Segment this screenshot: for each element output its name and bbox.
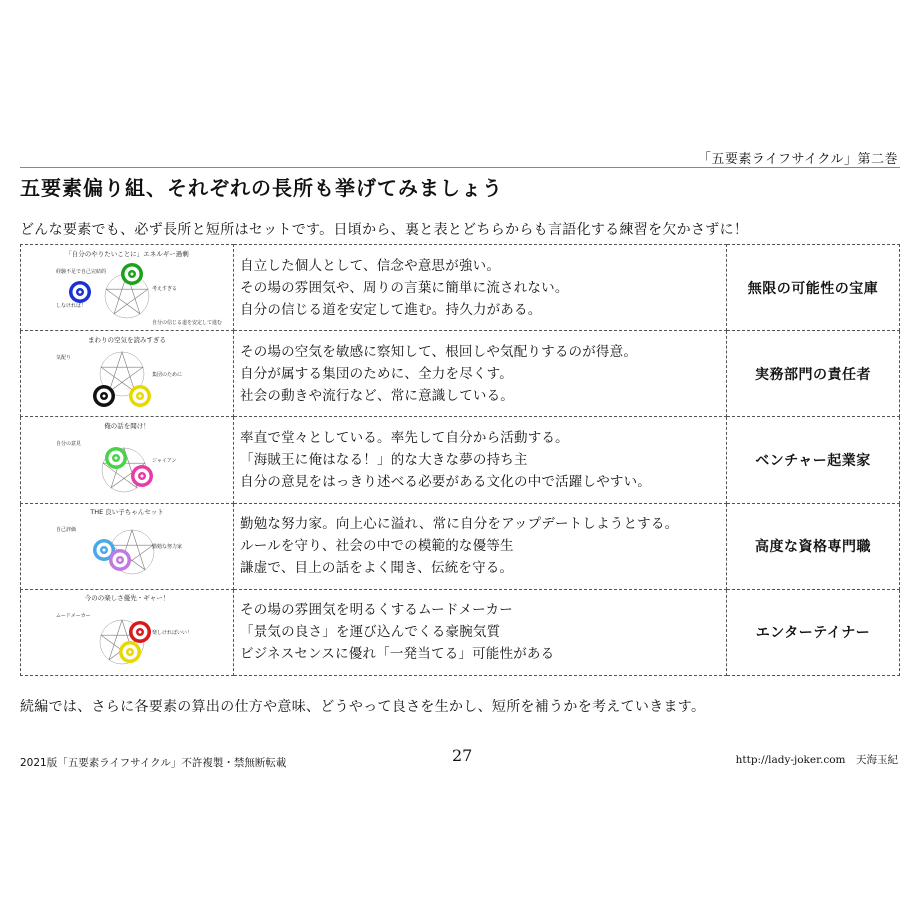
- footer-url-author: http://lady-joker.com 天海玉紀: [735, 754, 898, 766]
- target-circle-icon: [129, 385, 151, 407]
- five-element-diagram-icon: [52, 334, 202, 414]
- diagram-note: 楽しければいい！: [152, 630, 193, 637]
- trait-description: [234, 331, 727, 417]
- diagram-note: 今のの楽しさ優先・ギャー！: [84, 594, 170, 603]
- role-label: ベンチャー起業家: [727, 417, 900, 503]
- diagram-thumbnail: [21, 417, 234, 503]
- element-traits-table: [20, 244, 900, 676]
- diagram-note: しなければ！: [56, 302, 87, 309]
- footer-copyright: 2021版「五要素ライフサイクル」不許複製・禁無断転載: [20, 757, 287, 769]
- diagram-note: 「自分のやりたいことに」エネルギー過剰: [65, 249, 189, 258]
- trait-line: 自分が属する集団のために、全力を尽くす。: [240, 365, 513, 382]
- diagram-thumbnail: [21, 245, 234, 331]
- trait-line: 謙虚で、目上の話をよく聞き、伝統を守る。: [240, 560, 514, 577]
- trait-description: [234, 589, 727, 675]
- table-row: [21, 245, 900, 331]
- target-circle-icon: [109, 549, 131, 571]
- diagram-note: 集団のために: [152, 371, 183, 378]
- trait-line: 自分の信じる道を安定して進む。持久力がある。: [240, 301, 542, 318]
- target-circle-icon: [121, 263, 143, 285]
- table-row: [21, 331, 900, 417]
- diagram-note: 自己評価: [56, 527, 77, 534]
- trait-description: [234, 417, 727, 503]
- diagram-note: ジャイアン: [152, 457, 177, 464]
- five-element-diagram-icon: [52, 248, 223, 328]
- diagram-note: 経験不足で自己完結的: [56, 268, 107, 275]
- target-circle-icon: [69, 281, 91, 303]
- table-row: [21, 589, 900, 675]
- trait-line: ルールを守り、社会の中での模範的な優等生: [240, 538, 514, 555]
- diagram-note: 自分の意見: [56, 440, 82, 447]
- diagram-thumbnail: [21, 503, 234, 589]
- diagram-note: 考えすぎる: [152, 285, 178, 292]
- diagram-note: THE 良い子ちゃんセット: [90, 508, 164, 517]
- trait-line: その場の空気を敏感に察知して、根回しや気配りするのが得意。: [240, 343, 638, 360]
- diagram-note: ムードメーカー: [56, 613, 91, 620]
- table-row: [21, 417, 900, 503]
- outro-text: 続編では、さらに各要素の算出の仕方や意味、どうやって良さを生かし、短所を補うかを考えていきます。: [20, 699, 706, 715]
- diagram-note: 自分の信じる道を安定して進む: [152, 319, 223, 326]
- target-circle-icon: [93, 385, 115, 407]
- trait-description: [234, 503, 727, 589]
- series-title: 「五要素ライフサイクル」第二巻: [697, 152, 898, 167]
- target-circle-icon: [119, 641, 141, 663]
- page-title: 五要素偏り組、それぞれの長所も挙げてみましょう: [20, 176, 503, 200]
- trait-line: ビジネスセンスに優れ「一発当てる」可能性がある: [240, 646, 555, 663]
- target-circle-icon: [105, 447, 127, 469]
- diagram-note: 勤勉な努力家: [152, 544, 183, 551]
- five-element-diagram-icon: [52, 420, 202, 500]
- trait-line: 自分の意見をはっきり述べる必要がある文化の中で活躍しやすい。: [240, 473, 651, 490]
- trait-line: 自立した個人として、信念や意思が強い。: [240, 257, 501, 274]
- page-number: 27: [452, 746, 473, 765]
- trait-line: 勤勉な努力家。向上心に溢れ、常に自分をアップデートしようとする。: [240, 516, 679, 533]
- trait-line: その場の雰囲気や、周りの言葉に簡単に流されない。: [240, 279, 569, 296]
- role-label: 実務部門の責任者: [727, 331, 900, 417]
- intro-text: どんな要素でも、必ず長所と短所はセットです。日頃から、裏と表とどちらからも言語化する練習を欠かさずに！: [20, 222, 749, 238]
- target-circle-icon: [131, 465, 153, 487]
- trait-description: [234, 245, 727, 331]
- role-label: 高度な資格専門職: [727, 503, 900, 589]
- diagram-thumbnail: [21, 589, 234, 675]
- trait-line: 「海賊王に俺はなる！」的な大きな夢の持ち主: [240, 451, 528, 468]
- table-row: [21, 503, 900, 589]
- five-element-diagram-icon: [52, 506, 202, 586]
- target-circle-icon: [129, 621, 151, 643]
- diagram-note: 俺の話を聞け！: [104, 421, 150, 430]
- trait-line: 社会の動きや流行など、常に意識している。: [240, 387, 514, 404]
- diagram-note: まわりの空気を読みすぎる: [88, 335, 166, 344]
- trait-line: 「景気の良さ」を運び込んでくる豪腕気質: [240, 624, 501, 641]
- diagram-note: 気配り: [56, 354, 72, 361]
- role-label: 無限の可能性の宝庫: [727, 245, 900, 331]
- trait-line: 率直で堂々としている。率先して自分から活動する。: [240, 429, 569, 446]
- role-label: エンターテイナー: [727, 589, 900, 675]
- header-divider: [20, 167, 900, 168]
- trait-line: その場の雰囲気を明るくするムードメーカー: [240, 602, 513, 619]
- five-element-diagram-icon: [52, 592, 202, 672]
- diagram-thumbnail: [21, 331, 234, 417]
